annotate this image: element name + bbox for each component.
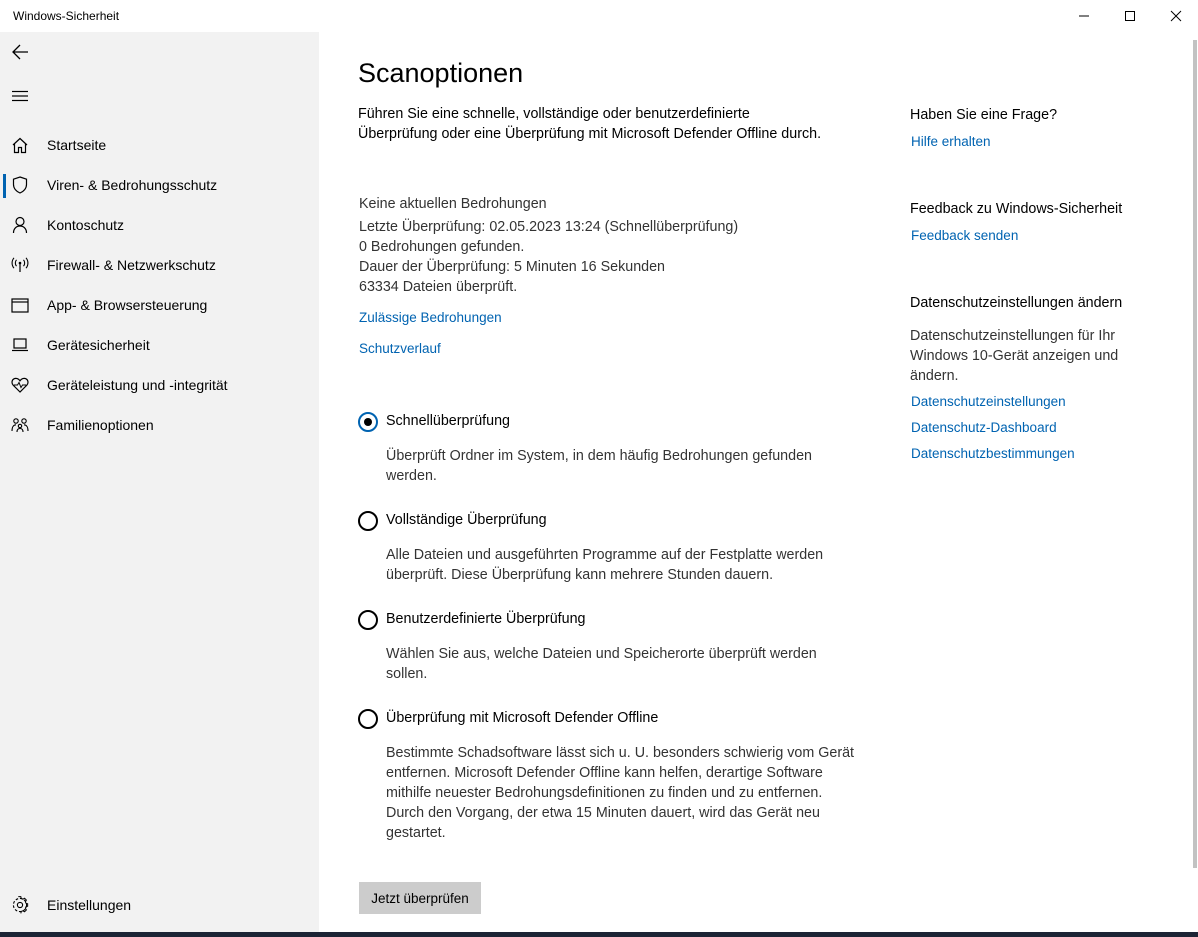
privacy-settings-link[interactable]: Datenschutzeinstellungen bbox=[911, 394, 1066, 409]
family-icon bbox=[10, 416, 30, 434]
minimize-button[interactable] bbox=[1061, 0, 1107, 32]
maximize-button[interactable] bbox=[1107, 0, 1153, 32]
sidebar-item-label: Geräteleistung und -integrität bbox=[47, 377, 228, 393]
option-label: Überprüfung mit Microsoft Defender Offline bbox=[386, 710, 659, 726]
option-label: Benutzerdefinierte Überprüfung bbox=[386, 611, 586, 627]
shield-icon bbox=[10, 176, 30, 194]
privacy-heading: Datenschutzeinstellungen ändern bbox=[910, 295, 1123, 311]
sidebar-item-app-browsersteuerung[interactable] bbox=[0, 285, 319, 325]
sidebar-item-geraeteleistung-integritaet[interactable] bbox=[0, 365, 319, 405]
custom-scan-radio[interactable] bbox=[358, 610, 378, 630]
person-icon bbox=[10, 216, 30, 234]
scan-option-full[interactable] bbox=[358, 511, 858, 591]
sidebar-item-familienoptionen[interactable] bbox=[0, 405, 319, 445]
close-icon bbox=[1170, 10, 1182, 22]
option-description: Wählen Sie aus, welche Dateien und Speicherorte überprüft werden sollen. bbox=[386, 646, 817, 682]
protection-history-link[interactable]: Schutzverlauf bbox=[359, 341, 441, 356]
sidebar-item-label: Firewall- & Netzwerkschutz bbox=[47, 257, 216, 273]
privacy-statement-link[interactable]: Datenschutzbestimmungen bbox=[911, 446, 1075, 461]
sidebar-item-label: Kontoschutz bbox=[47, 217, 125, 233]
close-button[interactable] bbox=[1153, 0, 1198, 32]
sidebar-item-kontoschutz[interactable] bbox=[0, 205, 319, 245]
option-label: Vollständige Überprüfung bbox=[386, 512, 547, 528]
sidebar-item-startseite[interactable] bbox=[0, 125, 319, 165]
maximize-icon bbox=[1124, 10, 1136, 22]
gear-icon bbox=[10, 896, 30, 914]
sidebar-item-label: Startseite bbox=[47, 137, 107, 153]
sidebar-item-label: Viren- & Bedrohungsschutz bbox=[47, 177, 218, 193]
sidebar-item-geraetesicherheit[interactable] bbox=[0, 325, 319, 365]
scan-option-custom[interactable] bbox=[358, 610, 858, 690]
window-title: Windows-Sicherheit bbox=[13, 9, 120, 23]
scan-duration-text: Dauer der Überprüfung: 5 Minuten 16 Sekunden bbox=[359, 259, 665, 275]
privacy-text: Datenschutzeinstellungen für Ihr Windows 10-Gerät anzeigen und ändern. bbox=[910, 328, 1119, 384]
option-description: Alle Dateien und ausgeführten Programme auf der Festplatte werden überprüft. Diese Überprüfung kann mehrere Stunden dauern. bbox=[386, 547, 824, 583]
option-label: Schnellüberprüfung bbox=[386, 413, 510, 429]
sidebar-item-label: Einstellungen bbox=[47, 897, 132, 913]
sidebar-item-label: App- & Browsersteuerung bbox=[47, 297, 208, 313]
defender-offline-radio[interactable] bbox=[358, 709, 378, 729]
sidebar-item-viren-bedrohungsschutz[interactable] bbox=[0, 165, 319, 205]
sidebar-item-firewall-netzwerkschutz[interactable] bbox=[0, 245, 319, 285]
get-help-link[interactable]: Hilfe erhalten bbox=[911, 134, 991, 149]
taskbar-edge bbox=[0, 932, 1198, 937]
full-scan-radio[interactable] bbox=[358, 511, 378, 531]
minimize-icon bbox=[1078, 10, 1090, 22]
scan-option-quick[interactable] bbox=[358, 412, 858, 492]
sidebar-item-einstellungen[interactable] bbox=[0, 885, 319, 925]
intro-text: Führen Sie eine schnelle, vollständige oder benutzerdefinierte Überprüfung oder eine Überprüfung mit Microsoft Defender Offline durch. bbox=[358, 106, 822, 142]
feedback-heading: Feedback zu Windows-Sicherheit bbox=[910, 201, 1123, 217]
threats-found-text: 0 Bedrohungen gefunden. bbox=[359, 239, 525, 255]
back-button[interactable] bbox=[0, 32, 40, 72]
option-description: Überprüft Ordner im System, in dem häufig Bedrohungen gefunden werden. bbox=[386, 448, 812, 484]
title-bar bbox=[0, 0, 1198, 32]
scrollbar[interactable] bbox=[1193, 40, 1197, 868]
scan-status bbox=[359, 194, 738, 297]
page-title: Scanoptionen bbox=[358, 58, 524, 88]
sidebar bbox=[0, 32, 319, 937]
back-arrow-icon bbox=[11, 44, 29, 60]
last-scan-text: Letzte Überprüfung: 02.05.2023 13:24 (Schnellüberprüfung) bbox=[359, 219, 739, 235]
hamburger-icon bbox=[12, 90, 28, 102]
home-icon bbox=[10, 136, 30, 154]
app-window-icon bbox=[10, 296, 30, 314]
sidebar-item-label: Familienoptionen bbox=[47, 417, 154, 433]
option-description: Bestimmte Schadsoftware lässt sich u. U. besonders schwierig vom Gerät entfernen. Microsoft Defender Offline kann helfen, derartige Software mithilfe neuester Bedrohungsdefinitionen zu finden und zu entfernen. Durch den Vorgang, der etwa 15 Minuten dauert, wird das Gerät neu gestartet. bbox=[386, 745, 855, 841]
menu-button[interactable] bbox=[0, 76, 40, 116]
sidebar-item-label: Gerätesicherheit bbox=[47, 337, 150, 353]
privacy-dashboard-link[interactable]: Datenschutz-Dashboard bbox=[911, 420, 1057, 435]
quick-scan-radio[interactable] bbox=[358, 412, 378, 432]
send-feedback-link[interactable]: Feedback senden bbox=[911, 228, 1019, 243]
allowed-threats-link[interactable]: Zulässige Bedrohungen bbox=[359, 310, 502, 325]
question-heading: Haben Sie eine Frage? bbox=[910, 107, 1058, 123]
main-content bbox=[319, 32, 1198, 937]
heart-icon bbox=[10, 376, 30, 394]
files-scanned-text: 63334 Dateien überprüft. bbox=[359, 279, 518, 295]
status-headline: Keine aktuellen Bedrohungen bbox=[359, 196, 547, 212]
scan-now-button[interactable]: Jetzt überprüfen bbox=[359, 882, 481, 914]
antenna-icon bbox=[10, 256, 30, 274]
laptop-icon bbox=[10, 336, 30, 354]
scan-option-defender-offline[interactable] bbox=[358, 709, 858, 849]
